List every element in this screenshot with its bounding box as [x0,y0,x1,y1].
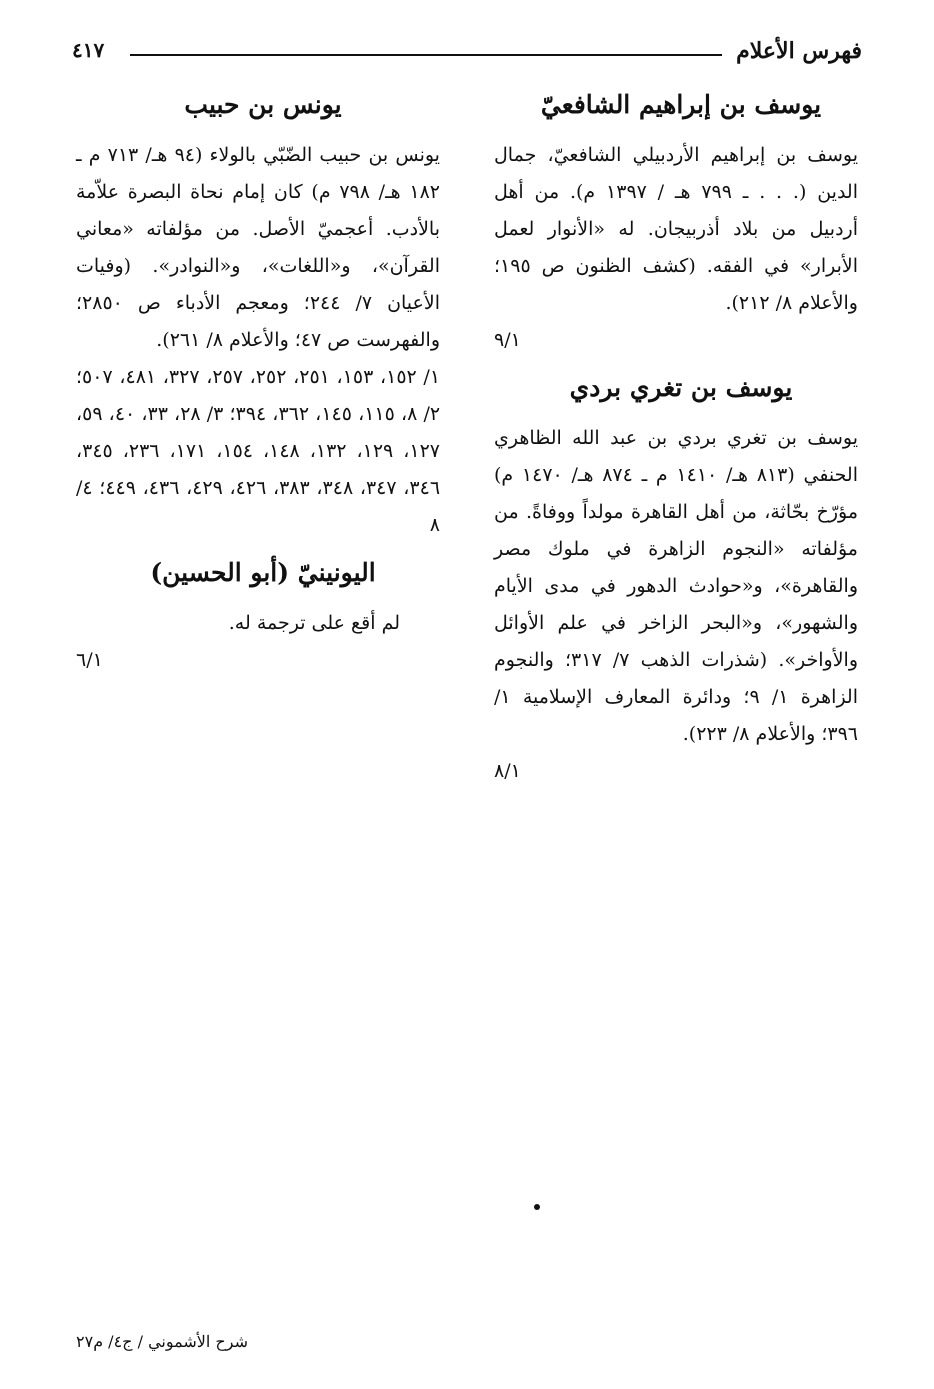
entry-reference: ٨/١ [494,760,521,782]
header-title: فهرس الأعلام [736,38,862,64]
page-header [72,38,862,72]
left-column [76,84,450,693]
page-number: ٤١٧ [72,38,105,62]
page-footer: شرح الأشموني / ج٤/ م٢٧ [76,1332,248,1351]
header-rule [130,54,722,56]
entry-yusuf-shafii [494,90,868,359]
page-dot-mark [534,1204,540,1210]
right-column [494,84,868,804]
entry-body: لم أقع على ترجمة له. [228,612,400,634]
entry-heading: يوسف بن تغري بردي [569,373,793,402]
entry-heading: يوسف بن إبراهيم الشافعيّ [540,90,822,119]
entry-body: يوسف بن إبراهيم الأردبيلي الشافعيّ، جمال الدين (. . . ـ ٧٩٩ هـ / ١٣٩٧ م). من أهل أردبيل من بلاد أذربيجان. له «الأنوار لعمل الأبرار» في الفقه. (كشف الظنون ص ١٩٥؛ والأعلام ٨/ ٢١٢). [494,144,858,314]
entry-body: يونس بن حبيب الضّبّي بالولاء (٩٤ هـ/ ٧١٣ م ـ ١٨٢ هـ/ ٧٩٨ م) كان إمام نحاة البصرة علاّمة بالأدب. أعجميّ الأصل. من مؤلفاته «معاني القرآن»، و«اللغات»، و«النوادر». (وفيات الأعيان ٧/ ٢٤٤؛ ومعجم الأدباء ص ٢٨٥٠؛ والفهرست ص ٤٧؛ والأعلام ٨/ ٢٦١). [76,144,440,351]
entry-reference-list: ١/ ١٥٢، ١٥٣، ٢٥١، ٢٥٢، ٢٥٧، ٣٢٧، ٤٨١، ٥٠٧؛ ٢/ ٨، ١١٥، ١٤٥، ٣٦٢، ٣٩٤؛ ٣/ ٢٨، ٣٣، ٤٠، ٥٩، ١٢٧، ١٢٩، ١٣٢، ١٤٨، ١٥٤، ١٧١، ٢٣٦، ٣٤٥، ٣٤٦، ٣٤٧، ٣٤٨، ٣٨٣، ٤٢٦، ٤٢٩، ٤٣٦، ٤٤٩؛ ٤/ ٨ [76,366,441,536]
entry-reference: ٦/١ [76,649,103,671]
entry-heading: يونس بن حبيب [184,90,342,119]
entry-yusuf-taghri-birdi [494,373,868,790]
entry-yunus-habib [76,90,450,544]
entry-heading: اليونينيّ (أبو الحسين) [150,558,376,587]
entry-body: يوسف بن تغري بردي بن عبد الله الظاهري الحنفي (٨١٣ هـ/ ١٤١٠ م ـ ٨٧٤ هـ/ ١٤٧٠ م) مؤرّخ بحّاثة، من أهل القاهرة مولداً ووفاةً. من مؤلفاته «النجوم الزاهرة في ملوك مصر والقاهرة»، و«حوادث الدهور في مدى الأيام والشهور»، و«البحر الزاخر في علم الأوائل والأواخر». (شذرات الذهب ٧/ ٣١٧؛ والنجوم الزاهرة ١/ ٩؛ ودائرة المعارف الإسلامية ١/ ٣٩٦؛ والأعلام ٨/ ٢٢٣). [494,427,859,745]
entry-reference: ٩/١ [494,329,521,351]
entry-yunini [76,558,450,679]
